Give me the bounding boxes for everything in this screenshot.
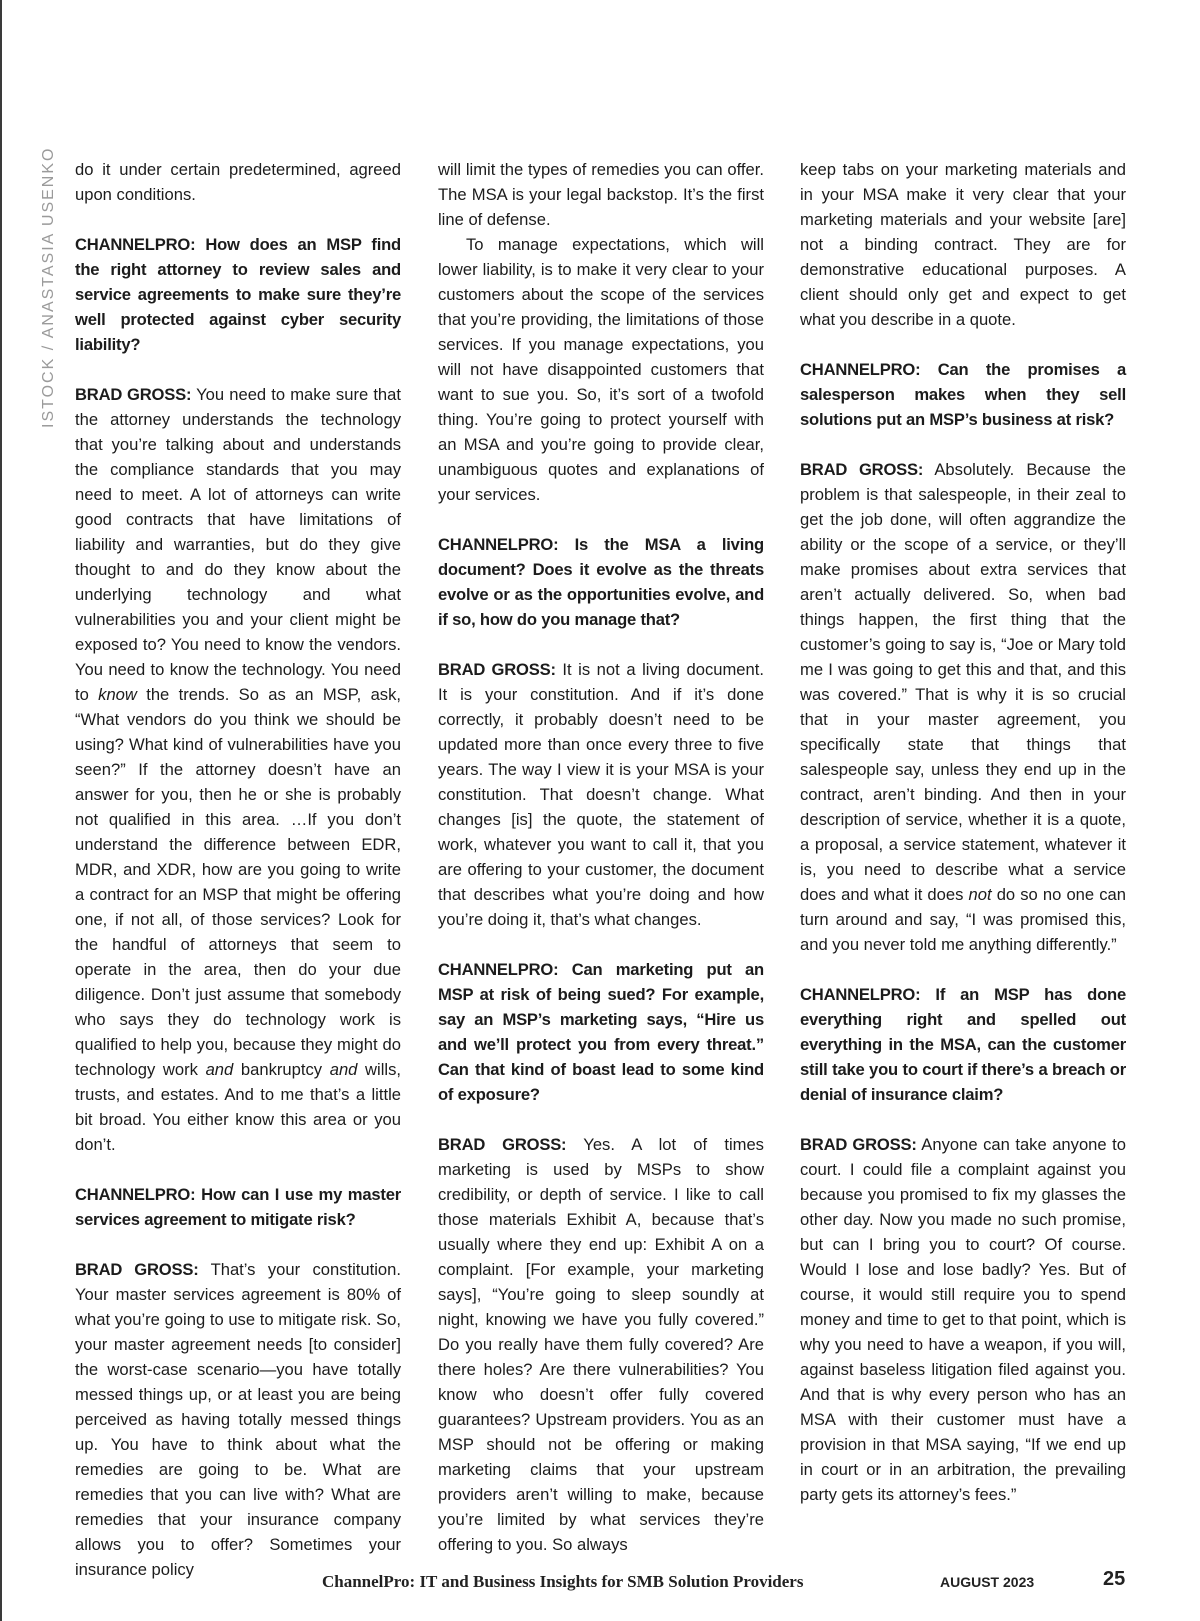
question xyxy=(438,957,764,1107)
speaker-label: BRAD GROSS: xyxy=(438,1135,567,1154)
answer-text: You need to make sure that the attorney understands the technology that you’re talking about and understands the compliance standards that you may need to meet. A lot of attorneys can write good contracts that have limitations of liability and warranties, but do they give thought to and do they know about the underlying technology and what vulnerabilities you and your client might be exposed to? You need to know the vendors. You need to know the technology. You need to xyxy=(75,385,401,704)
question xyxy=(800,982,1126,1107)
speaker-label: CHANNELPRO: xyxy=(438,535,559,554)
answer-text: do so no one can turn around and say, “I was promised this, and you never told me anything differently.” xyxy=(800,885,1126,954)
answer-text: That’s your constitution. Your master services agreement is 80% of what you’re going to use to mitigate risk. So, your master agreement needs [to consider] the worst-case scenario—you have totally messed things up, or at least you are being perceived as having totally messed things up. You have to think about what the remedies are going to be. What are remedies that you can live with? What are remedies that your insurance company allows you to offer? Sometimes your insurance policy xyxy=(75,1260,401,1579)
answer-text: bankruptcy xyxy=(233,1060,330,1079)
answer-text: wills, trusts, and estates. And to me that’s a little bit broad. You either know this area or you don’t. xyxy=(75,1060,401,1154)
article-column-2 xyxy=(438,157,764,1557)
paragraph: will limit the types of remedies you can offer. The MSA is your legal backstop. It’s the first line of defense. xyxy=(438,160,764,229)
speaker-label: CHANNELPRO: xyxy=(75,1185,196,1204)
answer-text: Yes. A lot of times marketing is used by MSPs to show credibility, or depth of service. I like to call those materials Exhibit A, because that’s usually where they end up: Exhibit A on a complaint. [For example, your marketing says], “You’re going to sleep soundly at night, knowing we have you fully covered.” Do you really have them fully covered? Are there holes? Are there vulnerabilities? You know who doesn’t offer fully covered guarantees? Upstream providers. You as an MSP should not be offering or making marketing claims that your upstream providers aren’t willing to make, because you’re limited by what services they’re offering to you. So always xyxy=(438,1135,764,1554)
question-text: Can the promises a salesperson makes when they sell solutions put an MSP’s business at risk? xyxy=(800,360,1126,429)
speaker-label: BRAD GROSS: xyxy=(800,460,924,479)
photo-credit: ISTOCK / ANASTASIA USENKO xyxy=(40,146,57,428)
paragraph: To manage expectations, which will lower liability, is to make it very clear to your customers about the scope of the services that you’re providing, the limitations of those services. If you manage expectations, you will not have disappointed customers that want to sue you. So, it’s sort of a twofold thing. You’re going to protect yourself with an MSA and you’re going to provide clear, unambiguous quotes and explanations of your services. xyxy=(438,235,764,504)
answer xyxy=(438,1132,764,1557)
page-edge xyxy=(0,0,2,1621)
answer xyxy=(438,657,764,932)
publication-title: ChannelPro: IT and Business Insights for SMB Solution Providers xyxy=(322,1572,804,1591)
answer-text: Absolutely. Because the problem is that salespeople, in their zeal to get the job done, will often aggrandize the ability or the scope of a service, or they’ll make promises about extra services that aren’t actually delivered. So, when bad things happen, the first thing that the customer’s going to say is, “Joe or Mary told me I was going to get this and that, and this was covered.” That is why it is so crucial that in your master agreement, you specifically state that things that salespeople say, unless they end up in the contract, aren’t binding. And then in your description of service, whether it is a quote, a proposal, a service statement, whatever it is, you need to describe what a service does and what it does xyxy=(800,460,1126,904)
paragraph: keep tabs on your marketing materials and in your MSA make it very clear that your marketing materials and your website [are] not a binding contract. They are for demonstrative educational purposes. A client should only get and expect to get what you describe in a quote. xyxy=(800,160,1126,329)
answer xyxy=(75,382,401,1157)
answer-text: Anyone can take anyone to court. I could file a complaint against you because you promised to fix my glasses the other day. Now you made no such promise, but can I bring you to court? Of course. Would I lose and lose badly? Yes. But of course, it would still require you to spend money and time to get to that point, which is why you need to have a weapon, if you will, against baseless litigation filed against you. And that is why every person who has an MSA with their customer must have a provision in that MSA saying, “If we end up in court or in an arbitration, the prevailing party gets its attorney’s fees.” xyxy=(800,1135,1126,1504)
article-column-3 xyxy=(800,157,1126,1507)
emphasis: and xyxy=(205,1060,234,1079)
answer xyxy=(800,457,1126,957)
question-text: Is the MSA a living document? Does it evolve as the threats evolve or as the opportunities evolve, and if so, how do you manage that? xyxy=(438,535,764,629)
speaker-label: CHANNELPRO: xyxy=(800,985,921,1004)
issue-date: AUGUST 2023 xyxy=(940,1574,1035,1590)
speaker-label: CHANNELPRO: xyxy=(438,960,559,979)
paragraph: do it under certain predetermined, agreed upon conditions. xyxy=(75,160,401,204)
question-text: Can marketing put an MSP at risk of being sued? For example, say an MSP’s marketing says, “Hire us and we’ll protect you from every threat.” Can that kind of boast lead to some kind of exposure? xyxy=(438,960,764,1104)
question-text: If an MSP has done everything right and spelled out everything in the MSA, can the customer still take you to court if there’s a breach or denial of insurance claim? xyxy=(800,985,1126,1104)
speaker-label: BRAD GROSS: xyxy=(438,660,556,679)
answer-text: It is not a living document. It is your constitution. And if it’s done correctly, it probably doesn’t need to be updated more than once every three to five years. The way I view it is your MSA is your constitution. That doesn’t change. What changes [is] the quote, the statement of work, whatever you want to call it, that you are offering to your customer, the document that describes what you’re doing and how you’re doing it, that’s what changes. xyxy=(438,660,764,929)
emphasis: know xyxy=(98,685,137,704)
answer xyxy=(800,1132,1126,1507)
question-text: How can I use my master services agreement to mitigate risk? xyxy=(75,1185,401,1229)
answer xyxy=(75,1257,401,1582)
emphasis: and xyxy=(329,1060,358,1079)
speaker-label: BRAD GROSS: xyxy=(75,1260,199,1279)
question xyxy=(800,357,1126,432)
emphasis: not xyxy=(968,885,992,904)
article-column-1 xyxy=(75,157,401,1582)
speaker-label: BRAD GROSS: xyxy=(800,1135,917,1154)
page-footer xyxy=(0,1568,1200,1598)
speaker-label: CHANNELPRO: xyxy=(800,360,921,379)
answer-text: the trends. So as an MSP, ask, “What vendors do you think we should be using? What kind of vulnerabilities have you seen?” If the attorney doesn’t have an answer for you, then he or she is probably not qualified in this area. …If you don’t understand the difference between EDR, MDR, and XDR, how are you going to write a contract for an MSP that might be offering one, if not all, of those services? Look for the handful of attorneys that seem to operate in the area, then do your due diligence. Don’t just assume that somebody who says they do technology work is qualified to help you, because they might do technology work xyxy=(75,685,401,1079)
question xyxy=(438,532,764,632)
question xyxy=(75,1182,401,1232)
question-text: How does an MSP find the right attorney to review sales and service agreements to make sure they’re well protected against cyber security liability? xyxy=(75,235,401,354)
page-number: 25 xyxy=(1103,1568,1126,1590)
speaker-label: BRAD GROSS: xyxy=(75,385,192,404)
speaker-label: CHANNELPRO: xyxy=(75,235,196,254)
question xyxy=(75,232,401,357)
